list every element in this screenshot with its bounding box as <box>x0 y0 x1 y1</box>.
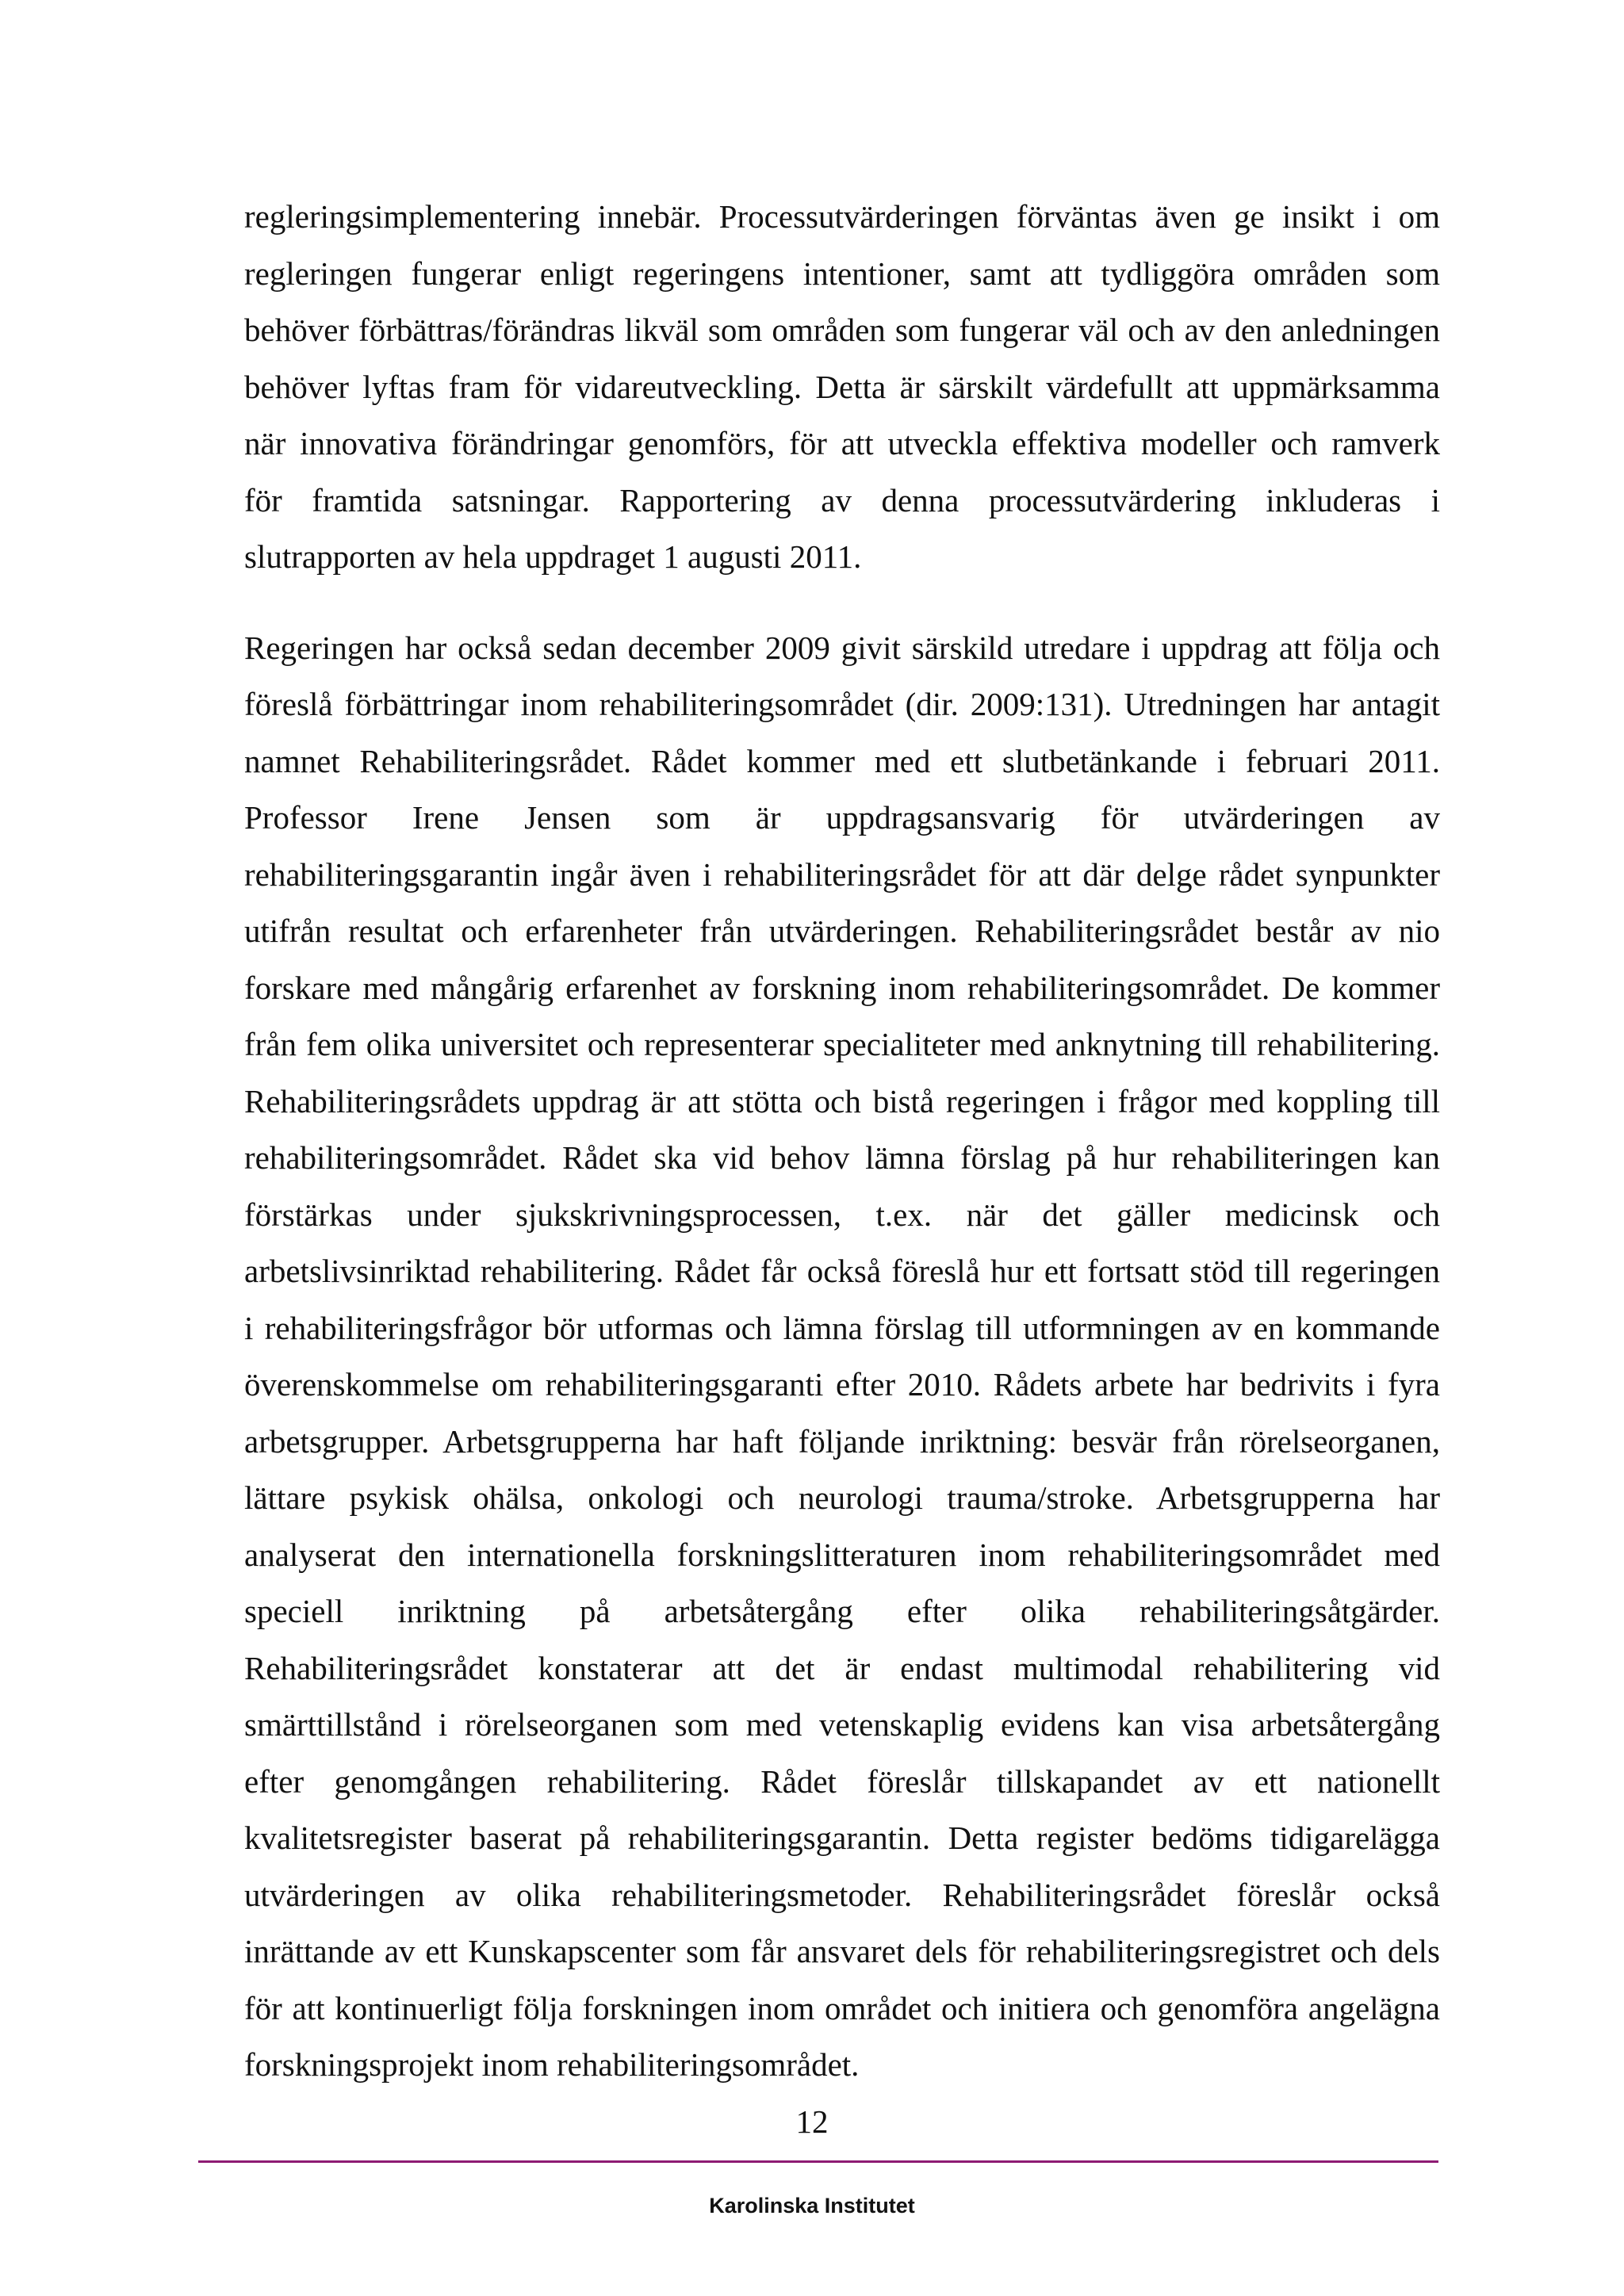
text-line: föreslå förbättringar inom rehabiliteringsområdet (dir. 2009:131). Utredningen har antagit <box>244 686 1440 722</box>
text-line: speciell inriktning på arbetsåtergång efter olika rehabiliteringsåtgärder. <box>244 1593 1440 1629</box>
text-line: Professor Irene Jensen som är uppdragsansvarig för utvärderingen av <box>244 799 1440 836</box>
text-line: överenskommelse om rehabiliteringsgaranti efter 2010. Rådets arbete har bedrivits i fyra <box>244 1366 1440 1402</box>
text-line: slutrapporten av hela uppdraget 1 augusti 2011. <box>244 538 862 575</box>
text-line: för framtida satsningar. Rapportering av denna processutvärdering inkluderas i <box>244 481 1440 519</box>
text-line: rehabiliteringsgarantin ingår även i rehabiliteringsrådet för att där delge rådet synpunkter <box>244 855 1440 893</box>
paragraph-1 <box>244 189 1440 586</box>
text-line: regleringen fungerar enligt regeringens intentioner, samt att tydliggöra områden som <box>244 254 1440 292</box>
text-line: Rehabiliteringsrådets uppdrag är att stötta och bistå regeringen i frågor med koppling till <box>244 1082 1440 1119</box>
text-line: behöver förbättras/förändras likväl som områden som fungerar väl och av den anledningen <box>244 312 1440 348</box>
text-line: arbetsgrupper. Arbetsgrupperna har haft följande inriktning: besvär från rörelseorganen, <box>244 1422 1440 1460</box>
text-line: kvalitetsregister baserat på rehabiliteringsgarantin. Detta register bedöms tidigarelägga <box>244 1820 1440 1856</box>
text-line: i rehabiliteringsfrågor bör utformas och lämna förslag till utformningen av en kommande <box>244 1309 1440 1346</box>
text-line: lättare psykisk ohälsa, onkologi och neurologi trauma/stroke. Arbetsgrupperna har <box>244 1479 1440 1516</box>
text-line: inrättande av ett Kunskapscenter som får ansvaret dels för rehabiliteringsregistret och dels <box>244 1933 1440 1969</box>
text-line: Rehabiliteringsrådet konstaterar att det är endast multimodal rehabilitering vid <box>244 1649 1440 1686</box>
text-line: rehabiliteringsområdet. Rådet ska vid behov lämna förslag på hur rehabiliteringen kan <box>244 1139 1440 1176</box>
text-line: forskningsprojekt inom rehabiliteringsområdet. <box>244 2046 860 2083</box>
text-line: Regeringen har också sedan december 2009 givit särskild utredare i uppdrag att följa och <box>244 629 1440 666</box>
paragraph-2 <box>244 620 1440 2094</box>
text-line: arbetslivsinriktad rehabilitering. Rådet får också föreslå hur ett fortsatt stöd till regeringen <box>244 1253 1440 1289</box>
text-line: när innovativa förändringar genomförs, för att utveckla effektiva modeller och ramverk <box>244 425 1440 461</box>
text-line: smärttillstånd i rörelseorganen som med vetenskaplig evidens kan visa arbetsåtergång <box>244 1706 1440 1743</box>
text-line: för att kontinuerligt följa forskningen inom området och initiera och genomföra angelägna <box>244 1989 1440 2026</box>
body-text <box>244 189 1440 2094</box>
footer-divider <box>198 2160 1438 2163</box>
page-number: 12 <box>795 2103 829 2140</box>
text-line: från fem olika universitet och representerar specialiteter med anknytning till rehabilitering. <box>244 1026 1440 1062</box>
text-line: efter genomgången rehabilitering. Rådet föreslår tillskapandet av ett nationellt <box>244 1762 1440 1800</box>
text-line: förstärkas under sjukskrivningsprocessen, t.ex. när det gäller medicinsk och <box>244 1196 1440 1233</box>
text-line: regleringsimplementering innebär. Processutvärderingen förväntas även ge insikt i om <box>244 198 1440 235</box>
text-line: utifrån resultat och erfarenheter från utvärderingen. Rehabiliteringsrådet består av nio <box>244 913 1440 949</box>
text-line: analyserat den internationella forskningslitteraturen inom rehabiliteringsområdet med <box>244 1536 1440 1573</box>
text-line: behöver lyftas fram för vidareutveckling. Detta är särskilt värdefullt att uppmärksamma <box>244 368 1440 405</box>
text-line: forskare med mångårig erfarenhet av forskning inom rehabiliteringsområdet. De kommer <box>244 969 1440 1006</box>
footer-organization: Karolinska Institutet <box>709 2194 915 2218</box>
text-line: utvärderingen av olika rehabiliteringsmetoder. Rehabiliteringsrådet föreslår också <box>244 1876 1440 1913</box>
text-line: namnet Rehabiliteringsrådet. Rådet kommer med ett slutbetänkande i februari 2011. <box>244 742 1440 779</box>
